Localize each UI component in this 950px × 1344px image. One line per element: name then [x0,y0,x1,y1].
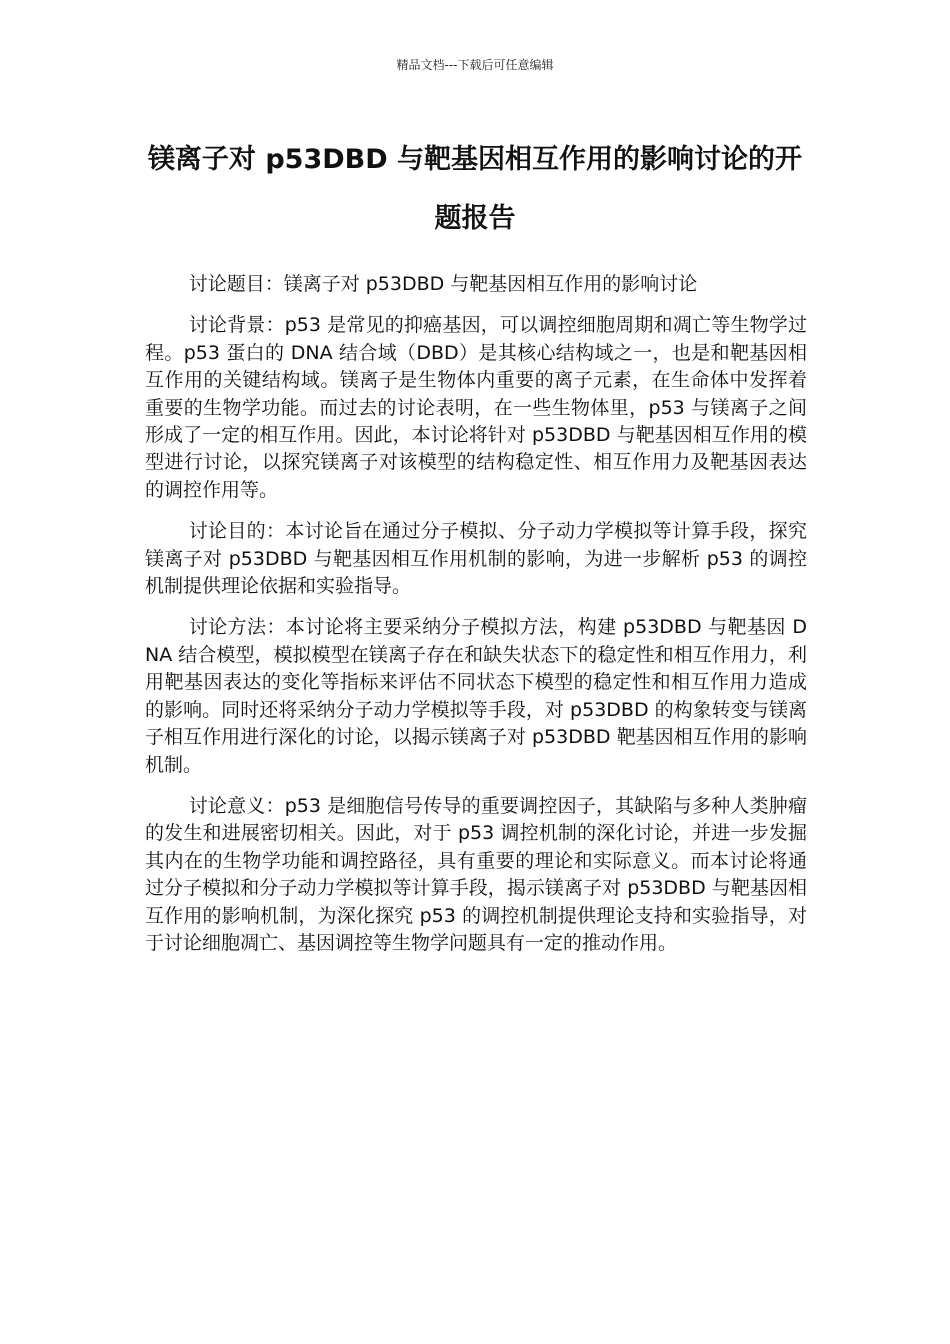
document-body [145,271,807,971]
header-note: 精品文档---下载后可任意编辑 [396,58,554,72]
document-title: 镁离子对 p53DBD 与靶基因相互作用的影响讨论的开题报告 [147,144,803,234]
paragraph-background: 讨论背景：p53 是常见的抑癌基因，可以调控细胞周期和凋亡等生物学过程。p53 蛋白的 DNA 结合域（DBD）是其核心结构域之一，也是和靶基因相互作用的关键结构域。镁离子是生物体内重要的离子元素，在生命体中发挥着重要的生物学功能。而过去的讨论表明，在一些生物体里，p53 与镁离子之间形成了一定的相互作用。因此，本讨论将针对 p53DBD 与靶基因相互作用的模型进行讨论，以探究镁离子对该模型的结构稳定性、相互作用力及靶基因表达的调控作用等。 [145,314,807,501]
paragraph-topic: 讨论题目：镁离子对 p53DBD 与靶基因相互作用的影响讨论 [188,273,698,295]
paragraph-significance: 讨论意义：p53 是细胞信号传导的重要调控因子，其缺陷与多种人类肿瘤的发生和进展密切相关。因此，对于 p53 调控机制的深化讨论，并进一步发掘其内在的生物学功能和调控路径，具有重要的理论和实际意义。而本讨论将通过分子模拟和分子动力学模拟等计算手段，揭示镁离子对 p53DBD 与靶基因相互作用的影响机制，为深化探究 p53 的调控机制提供理论支持和实验指导，对于讨论细胞凋亡、基因调控等生物学问题具有一定的推动作用。 [145,794,807,954]
paragraph-purpose: 讨论目的：本讨论旨在通过分子模拟、分子动力学模拟等计算手段，探究镁离子对 p53DBD 与靶基因相互作用机制的影响，为进一步解析 p53 的调控机制提供理论依据和实验指导。 [145,520,807,598]
paragraph-method: 讨论方法：本讨论将主要采纳分子模拟方法，构建 p53DBD 与靶基因 DNA 结合模型，模拟模型在镁离子存在和缺失状态下的稳定性和相互作用力，利用靶基因表达的变化等指标来评估不同状态下模型的稳定性和相互作用力造成的影响。同时还将采纳分子动力学模拟等手段，对 p53DBD 的构象转变与镁离子相互作用进行深化的讨论，以揭示镁离子对 p53DBD 靶基因相互作用的影响机制。 [145,616,807,776]
